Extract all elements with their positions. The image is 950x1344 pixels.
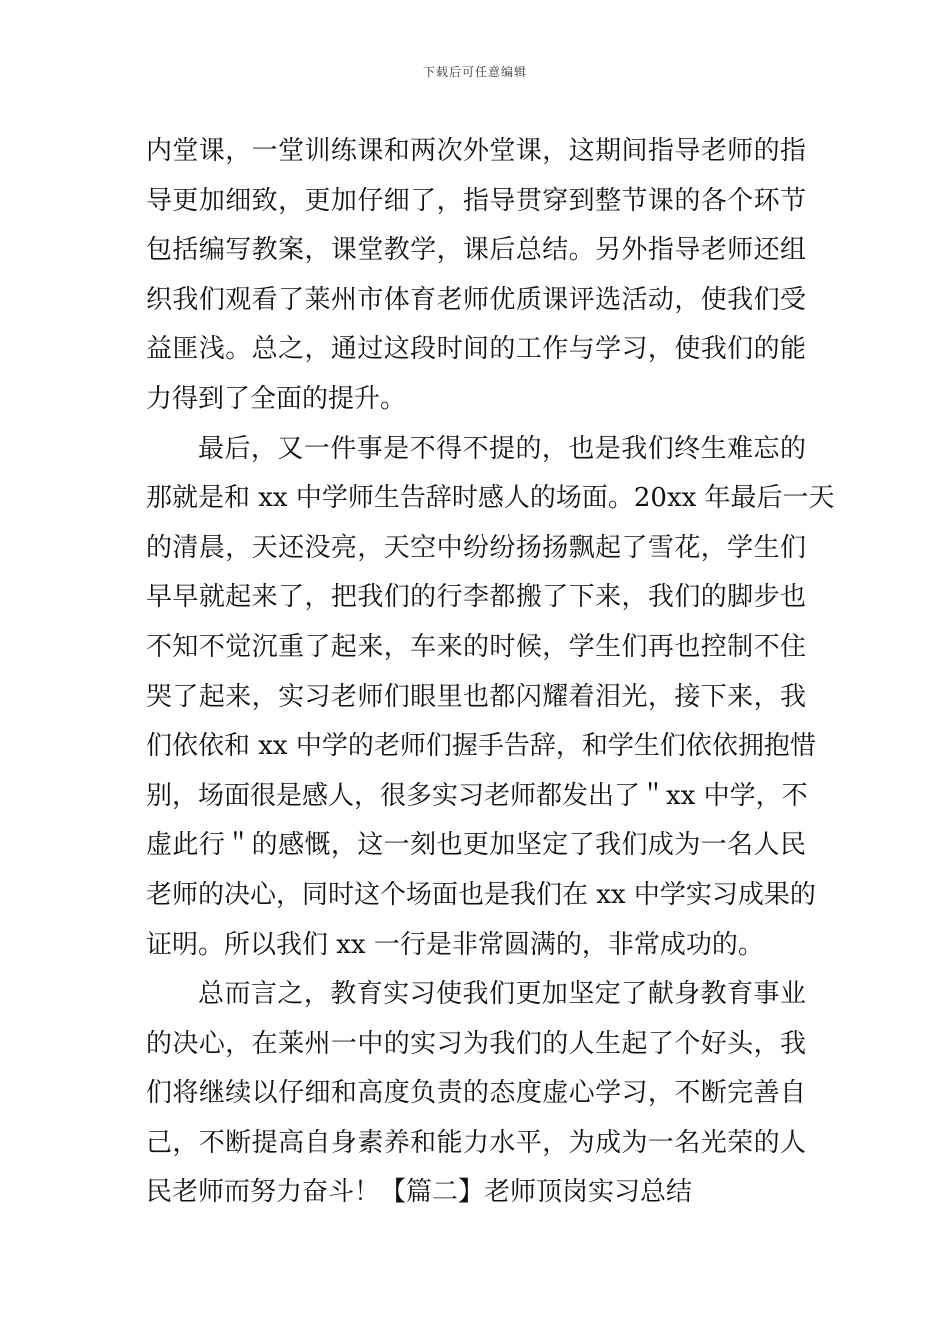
paragraph-2 [146,425,835,971]
text-line: 织我们观看了莱州市体育老师优质课评选活动，使我们受 [146,284,806,315]
text-line: 益匪浅。总之，通过这段时间的工作与学习，使我们的能 [146,334,806,365]
text-line: 老师的决心，同时这个场面也是我们在 xx 中学实习成果的 [146,879,816,910]
text-line: 的决心，在莱州一中的实习为我们的人生起了个好头，我 [146,1028,806,1059]
document-body [146,127,835,1218]
text-line: 那就是和 xx 中学师生告辞时感人的场面。20xx 年最后一天 [146,483,835,514]
text-line: 不知不觉沉重了起来，车来的时候，学生们再也控制不住 [146,631,806,662]
text-line: 力得到了全面的提升。 [146,383,407,414]
text-line: 哭了起来，实习老师们眼里也都闪耀着泪光，接下来，我 [146,681,806,712]
text-line: 总而言之，教育实习使我们更加坚定了献身教育事业 [198,979,806,1010]
text-line: 们依依和 xx 中学的老师们握手告辞，和学生们依依拥抱惜 [146,731,816,762]
text-line: 证明。所以我们 xx 一行是非常圆满的，非常成功的。 [146,929,764,960]
text-line: 导更加细致，更加仔细了，指导贯穿到整节课的各个环节 [146,185,806,216]
page-header: 下载后可任意编辑 [422,65,527,79]
text-line: 别，场面很是感人，很多实习老师都发出了＂xx 中学，不 [146,780,808,811]
paragraph-3 [146,970,806,1218]
text-line: 虚此行＂的感慨，这一刻也更加坚定了我们成为一名人民 [146,830,806,861]
text-line: 内堂课，一堂训练课和两次外堂课，这期间指导老师的指 [146,136,806,166]
text-line: 最后，又一件事是不得不提的，也是我们终生难忘的 [198,433,806,464]
text-line: 民老师而努力奋斗！【篇二】老师顶岗实习总结 [146,1177,693,1208]
paragraph-1 [146,127,806,425]
text-line: 包括编写教案，课堂教学，课后总结。另外指导老师还组 [146,235,806,266]
text-line: 早早就起来了，把我们的行李都搬了下来，我们的脚步也 [146,582,806,613]
text-line: 们将继续以仔细和高度负责的态度虚心学习，不断完善自 [146,1078,806,1109]
text-line: 的清晨，天还没亮，天空中纷纷扬扬飘起了雪花，学生们 [146,532,806,563]
text-line: 己，不断提高自身素养和能力水平，为成为一名光荣的人 [146,1127,806,1158]
